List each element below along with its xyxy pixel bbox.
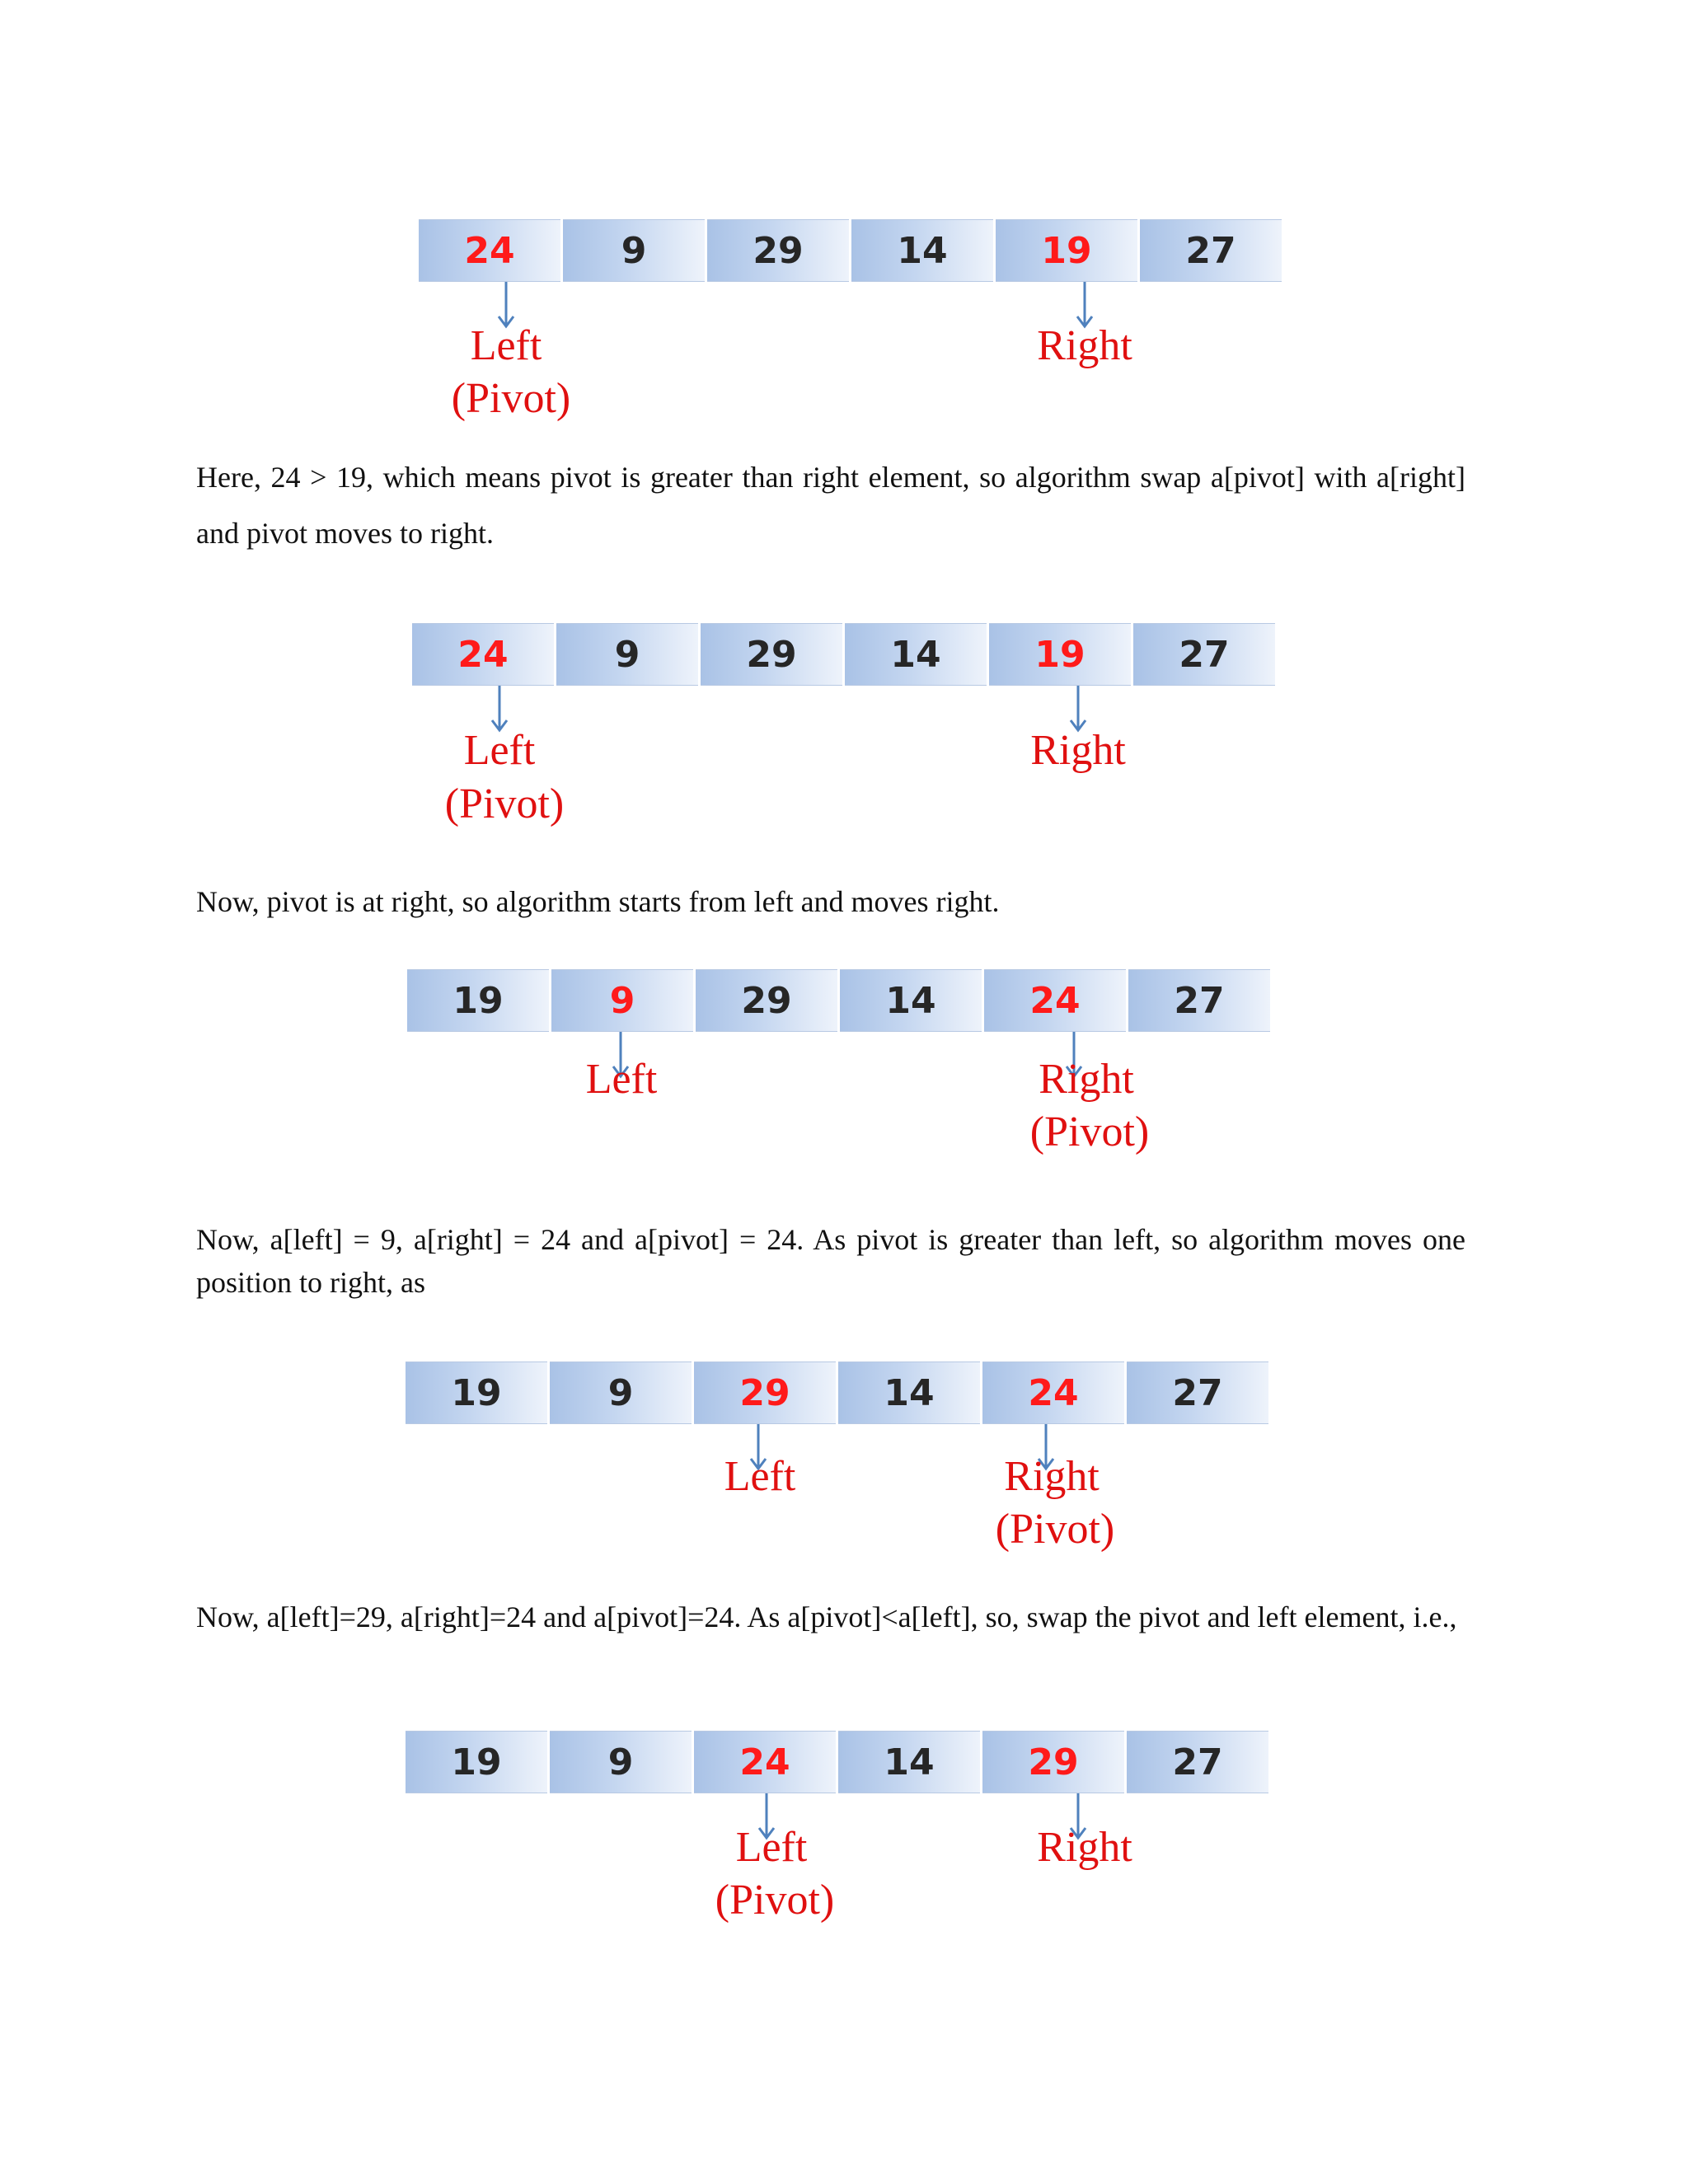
array-cell: 24 (982, 1361, 1124, 1424)
array-diagram-3 (407, 969, 1273, 1032)
array-cell: 29 (694, 1361, 836, 1424)
array-cell: 14 (838, 1361, 980, 1424)
array-cell: 14 (838, 1731, 980, 1793)
array-cell: 29 (707, 219, 849, 282)
array-cell: 9 (550, 1361, 692, 1424)
explanation-paragraph: Now, a[left]=29, a[right]=24 and a[pivot]=24. As a[pivot]<a[left], so, swap the pivot and left element, i.e., (196, 1601, 1457, 1633)
array-cell: 9 (556, 623, 698, 686)
array-cell: 29 (701, 623, 842, 686)
array-cell: 27 (1133, 623, 1275, 686)
array-cell: 24 (694, 1731, 836, 1793)
array-cell: 19 (996, 219, 1137, 282)
array-cell: 29 (982, 1731, 1124, 1793)
pointer-label-pivot: (Pivot) (444, 780, 565, 827)
explanation-paragraph: Now, pivot is at right, so algorithm starts from left and moves right. (196, 885, 1000, 918)
pointer-label-right: Right (1004, 1453, 1100, 1500)
array-cell: 9 (550, 1731, 692, 1793)
array-cell: 27 (1127, 1361, 1268, 1424)
array-diagram-1 (419, 219, 1284, 282)
array-diagram-5 (406, 1731, 1271, 1793)
array-diagram-4 (406, 1361, 1271, 1424)
explanation-paragraph: Now, a[left] = 9, a[right] = 24 and a[pivot] = 24. As pivot is greater than left, so algorithm moves one position to right, as (196, 1223, 1465, 1299)
pointer-label-pivot: (Pivot) (1029, 1108, 1150, 1155)
pointer-label-pivot: (Pivot) (715, 1877, 835, 1924)
array-cell: 29 (696, 969, 837, 1032)
array-cell: 24 (412, 623, 554, 686)
pointer-label-right: Right (1039, 1056, 1134, 1103)
array-diagram-2 (412, 623, 1278, 686)
array-cell: 19 (406, 1731, 547, 1793)
explanation-paragraph: Here, 24 > 19, which means pivot is greater than right element, so algorithm swap a[pivot] with a[right] and pivot moves to right. (196, 461, 1465, 550)
pointer-label-left: Left (463, 727, 536, 774)
array-cell: 24 (984, 969, 1126, 1032)
array-cell: 24 (419, 219, 560, 282)
array-cell: 27 (1127, 1731, 1268, 1793)
array-cell: 9 (551, 969, 693, 1032)
array-cell: 19 (407, 969, 549, 1032)
array-cell: 14 (840, 969, 982, 1032)
pointer-label-right: Right (1030, 727, 1126, 774)
array-cell: 19 (406, 1361, 547, 1424)
pointer-label-pivot: (Pivot) (451, 375, 571, 422)
array-cell: 9 (563, 219, 705, 282)
pointer-label-left: Left (470, 322, 542, 369)
array-cell: 19 (989, 623, 1131, 686)
pointer-label-left: Left (585, 1056, 658, 1103)
pointer-label-left: Left (735, 1824, 808, 1871)
array-cell: 14 (845, 623, 987, 686)
array-cell: 27 (1128, 969, 1270, 1032)
array-cell: 27 (1140, 219, 1282, 282)
pointer-label-pivot: (Pivot) (995, 1506, 1115, 1553)
pointer-label-left: Left (724, 1453, 796, 1500)
pointer-label-right: Right (1037, 1824, 1132, 1871)
array-cell: 14 (851, 219, 993, 282)
pointer-label-right: Right (1037, 322, 1132, 369)
